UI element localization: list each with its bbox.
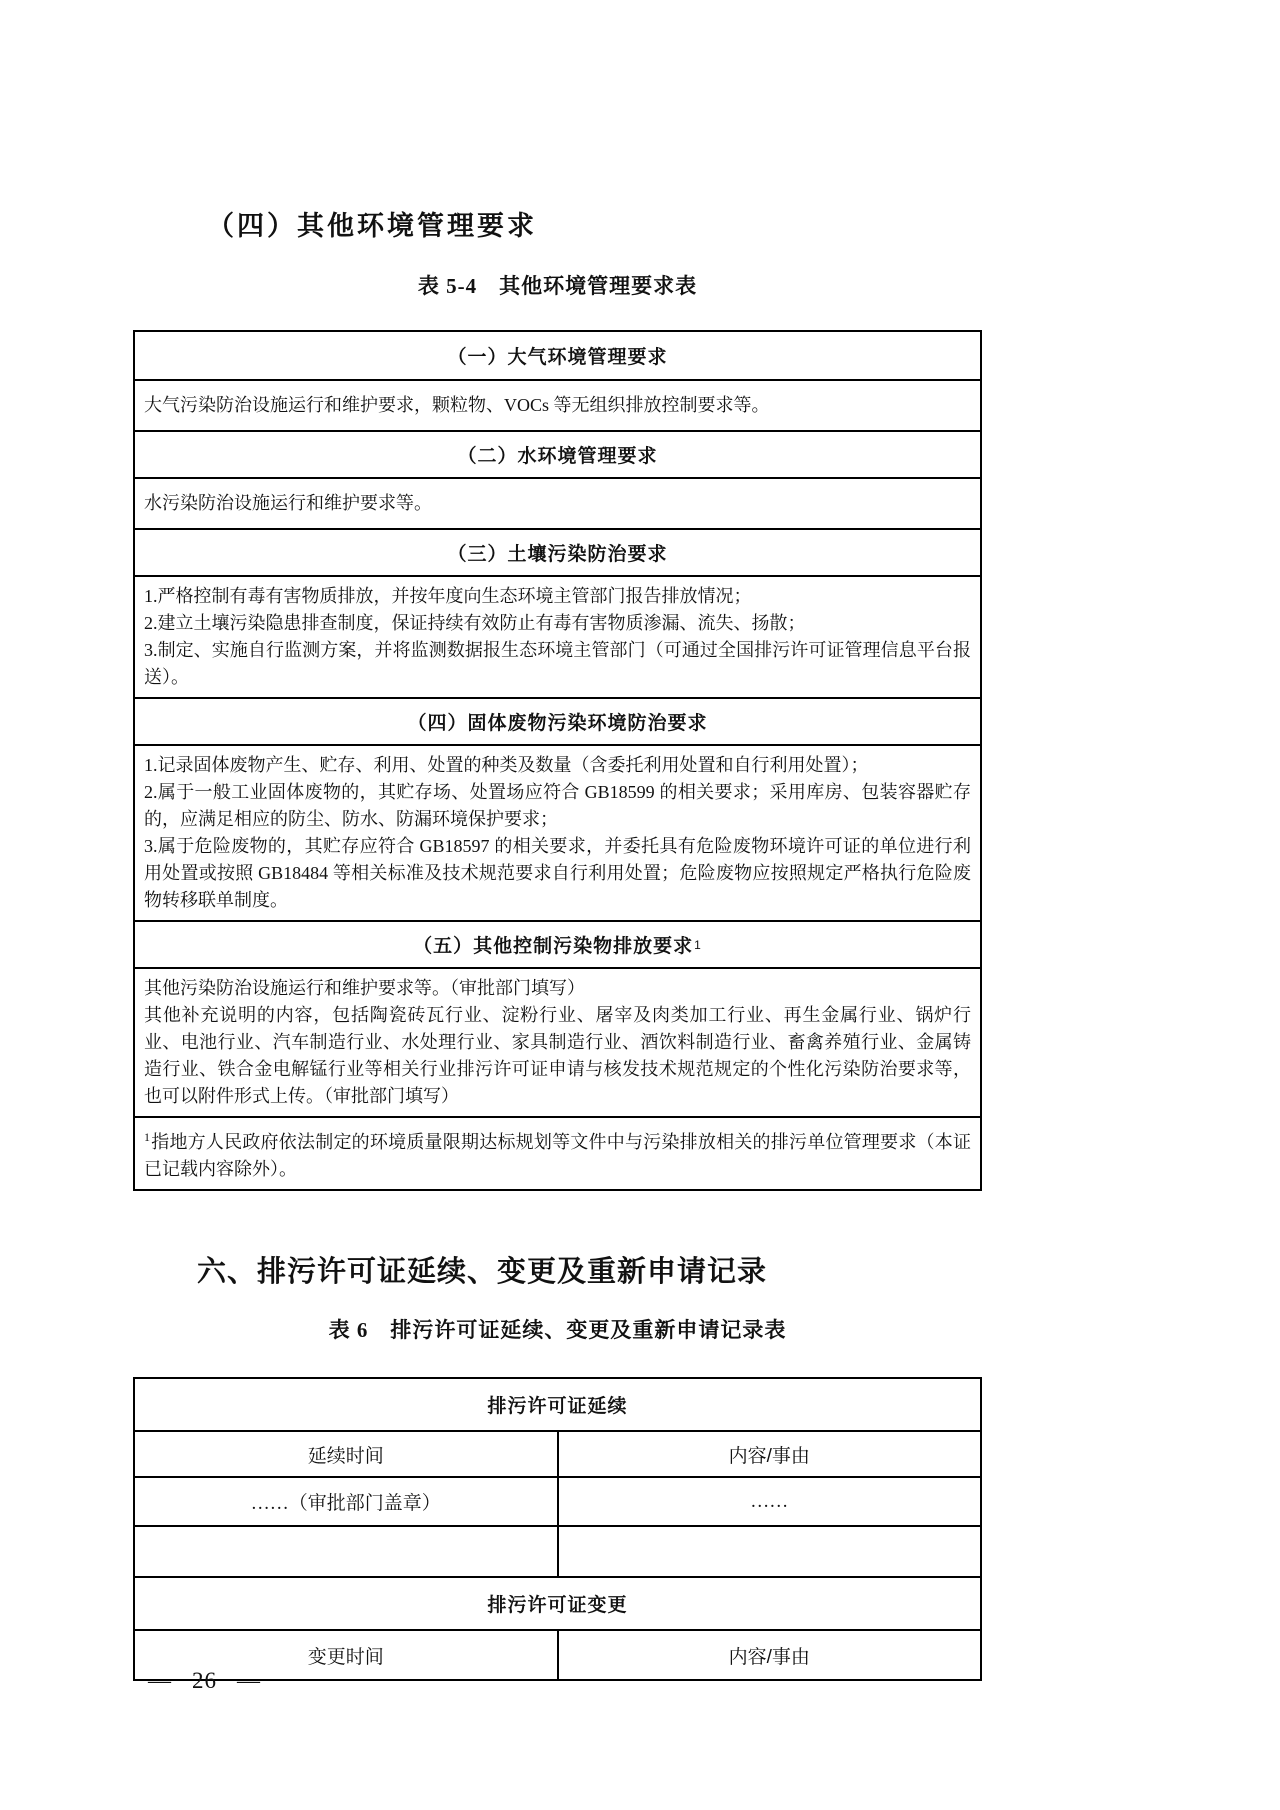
- change-time-column-header: 变更时间: [134, 1630, 558, 1680]
- soil-pollution-content: [135, 575, 980, 697]
- footnote-marker: 1: [144, 1130, 150, 1144]
- change-content-column-header: 内容/事由: [558, 1630, 982, 1680]
- table-row: [134, 1477, 981, 1526]
- paragraph: 其他污染防治设施运行和维护要求等。（审批部门填写）: [144, 978, 585, 998]
- renewal-section-header: 排污许可证延续: [134, 1378, 981, 1431]
- other-pollutant-content: [135, 967, 980, 1116]
- paragraph: 水污染防治设施运行和维护要求等。: [144, 493, 432, 513]
- renewal-time-column-header: 延续时间: [134, 1431, 558, 1477]
- table-6-caption: 表 6 排污许可证延续、变更及重新申请记录表: [328, 1318, 787, 1342]
- permit-renewal-change-table: [133, 1377, 982, 1681]
- paragraph: 2.建立土壤污染隐患排查制度，保证持续有效防止有毒有害物质渗漏、流失、扬散；: [144, 613, 806, 633]
- paragraph: 其他补充说明的内容，包括陶瓷砖瓦行业、淀粉行业、屠宰及肉类加工行业、再生金属行业、锅炉行业、电池行业、汽车制造行业、水处理行业、家具制造行业、酒饮料制造行业、畜禽养殖行业、金属铸造行业、铁合金电解锰行业等相关行业排污许可证申请与核发技术规范规定的个性化污染防治要求等，也可以附件形式上传。（审批部门填写）: [144, 1005, 971, 1106]
- footer-dash-right: —: [237, 1668, 261, 1693]
- other-pollutant-header-text: （五）其他控制污染物排放要求: [413, 936, 694, 957]
- air-env-header: （一）大气环境管理要求: [447, 347, 668, 368]
- other-pollutant-header: [135, 920, 980, 967]
- renewal-content-cell: ……: [558, 1477, 982, 1526]
- footnote-reference: 1: [694, 937, 702, 952]
- table-row: [134, 1378, 981, 1431]
- paragraph: 1.严格控制有毒有害物质排放，并按年度向生态环境主管部门报告排放情况；: [144, 586, 752, 606]
- footnote-text: 指地方人民政府依法制定的环境质量限期达标规划等文件中与污染排放相关的排污单位管理要求（本证已记载内容除外）。: [144, 1132, 971, 1179]
- paragraph: 大气污染防治设施运行和维护要求，颗粒物、VOCs 等无组织排放控制要求等。: [144, 395, 770, 415]
- solid-waste-header: （四）固体废物污染环境防治要求: [135, 697, 980, 744]
- table-row: [134, 1431, 981, 1477]
- soil-pollution-header: （三）土壤污染防治要求: [135, 528, 980, 575]
- renewal-time-cell: ……（审批部门盖章）: [134, 1477, 558, 1526]
- table-row: [134, 1630, 981, 1680]
- paragraph: 1.记录固体废物产生、贮存、利用、处置的种类及数量（含委托利用处置和自行利用处置）；: [144, 755, 869, 775]
- solid-waste-content: [135, 744, 980, 920]
- section-6-heading: 六、排污许可证延续、变更及重新申请记录: [197, 1256, 768, 1288]
- renewal-content-column-header: 内容/事由: [558, 1431, 982, 1477]
- table-footnote: [135, 1116, 980, 1189]
- page-number: 26: [192, 1668, 217, 1693]
- air-env-content: [135, 379, 980, 430]
- footnote-paragraph: [144, 1124, 971, 1183]
- water-env-header: （二）水环境管理要求: [135, 430, 980, 477]
- document-page: [133, 0, 982, 1681]
- table-5-4-caption: 表 5-4 其他环境管理要求表: [417, 274, 698, 298]
- other-env-requirements-table: [133, 330, 982, 1191]
- table-row: [134, 1526, 981, 1577]
- water-env-content: [135, 477, 980, 528]
- renewal-content-empty-cell: [558, 1526, 982, 1577]
- paragraph: 3.制定、实施自行监测方案，并将监测数据报生态环境主管部门（可通过全国排污许可证管理信息平台报送）。: [144, 640, 971, 687]
- section-4-heading: （四）其他环境管理要求: [207, 211, 537, 241]
- renewal-time-empty-cell: [134, 1526, 558, 1577]
- change-section-header: 排污许可证变更: [134, 1577, 981, 1630]
- paragraph: 2.属于一般工业固体废物的，其贮存场、处置场应符合 GB18599 的相关要求；采用库房、包装容器贮存的，应满足相应的防尘、防水、防漏环境保护要求；: [144, 782, 971, 829]
- footer-dash-left: —: [148, 1668, 172, 1693]
- paragraph: 3.属于危险废物的，其贮存应符合 GB18597 的相关要求，并委托具有危险废物环境许可证的单位进行利用处置或按照 GB18484 等相关标准及技术规范要求自行利用处置；危险废物应按照规定严格执行危险废物转移联单制度。: [144, 836, 971, 910]
- page-footer: [148, 1668, 261, 1694]
- table-row: [134, 1577, 981, 1630]
